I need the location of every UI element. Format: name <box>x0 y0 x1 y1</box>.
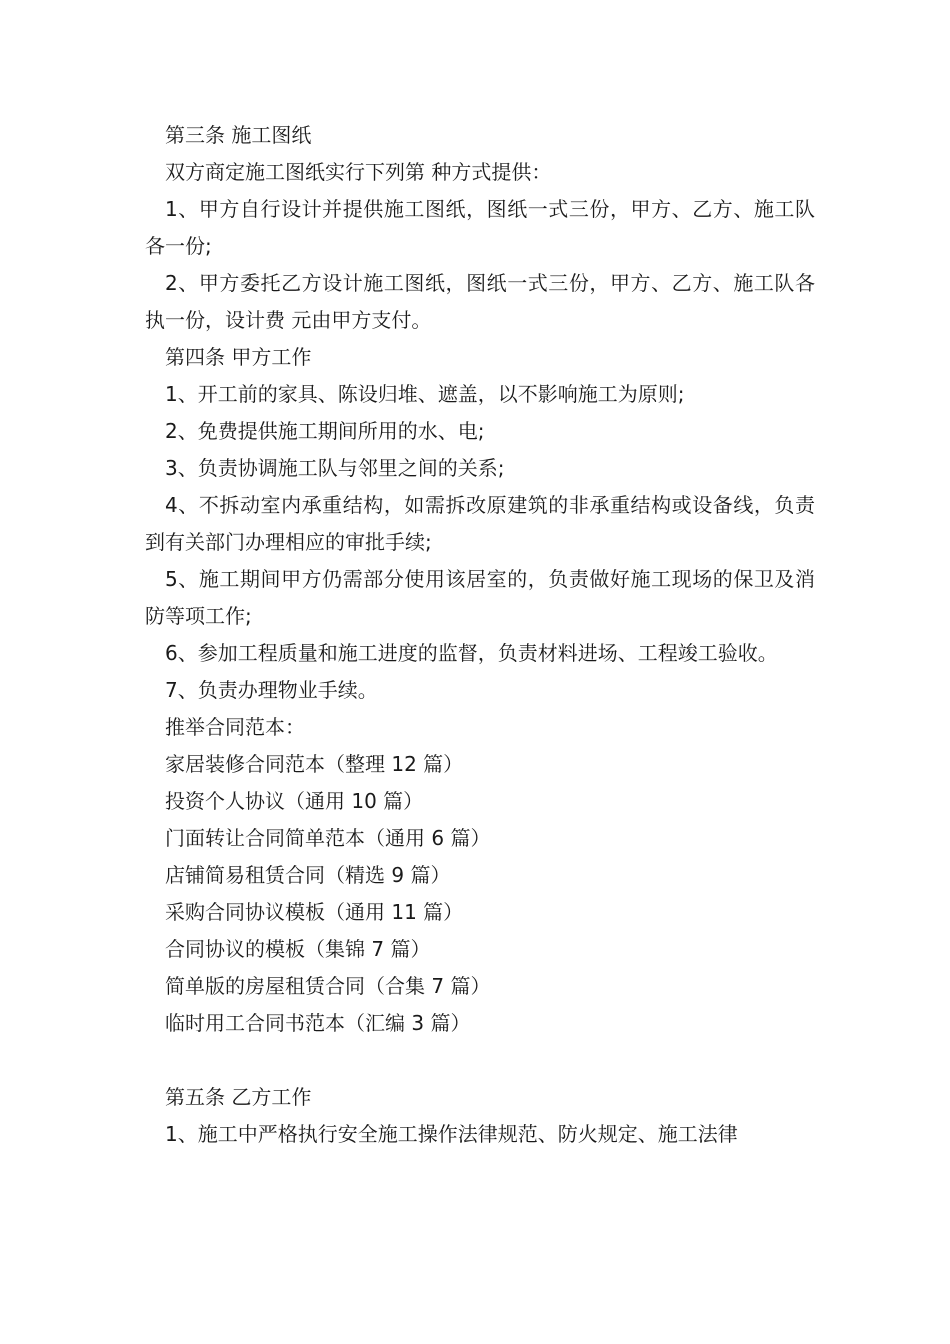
paragraph: 双方商定施工图纸实行下列第 种方式提供： <box>165 160 552 184</box>
article-heading-4: 第四条 甲方工作 <box>165 345 312 369</box>
recommended-item: 简单版的房屋租赁合同（合集 7 篇） <box>165 974 491 998</box>
clause-item: 5、施工期间甲方仍需部分使用该居室的，负责做好施工现场的保卫及消防等项工作; <box>145 567 815 628</box>
clause-item: 4、不拆动室内承重结构，如需拆改原建筑的非承重结构或设备线，负责到有关部门办理相应的审批手续; <box>145 493 815 554</box>
recommended-heading: 推举合同范本： <box>165 715 305 739</box>
clause-item: 1、施工中严格执行安全施工操作法律规范、防火规定、施工法律 <box>165 1122 738 1146</box>
article-heading-5: 第五条 乙方工作 <box>165 1085 312 1109</box>
clause-item: 2、甲方委托乙方设计施工图纸，图纸一式三份，甲方、乙方、施工队各执一份，设计费 元由甲方支付。 <box>145 271 815 332</box>
recommended-item: 合同协议的模板（集锦 7 篇） <box>165 937 431 961</box>
clause-item: 1、甲方自行设计并提供施工图纸，图纸一式三份，甲方、乙方、施工队各一份; <box>145 197 815 258</box>
article-heading-3: 第三条 施工图纸 <box>165 123 312 147</box>
clause-item: 3、负责协调施工队与邻里之间的关系; <box>165 456 505 480</box>
clause-item: 2、免费提供施工期间所用的水、电; <box>165 419 485 443</box>
recommended-item: 门面转让合同简单范本（通用 6 篇） <box>165 826 491 850</box>
clause-item: 1、开工前的家具、陈设归堆、遮盖，以不影响施工为原则; <box>165 382 685 406</box>
recommended-item: 采购合同协议模板（通用 11 篇） <box>165 900 464 924</box>
recommended-item: 投资个人协议（通用 10 篇） <box>165 789 424 813</box>
clause-item: 6、参加工程质量和施工进度的监督，负责材料进场、工程竣工验收。 <box>165 641 778 665</box>
recommended-item: 店铺简易租赁合同（精选 9 篇） <box>165 863 451 887</box>
recommended-item: 临时用工合同书范本（汇编 3 篇） <box>165 1011 471 1035</box>
recommended-item: 家居装修合同范本（整理 12 篇） <box>165 752 464 776</box>
document-body <box>145 117 815 1153</box>
clause-item: 7、负责办理物业手续。 <box>165 678 378 702</box>
